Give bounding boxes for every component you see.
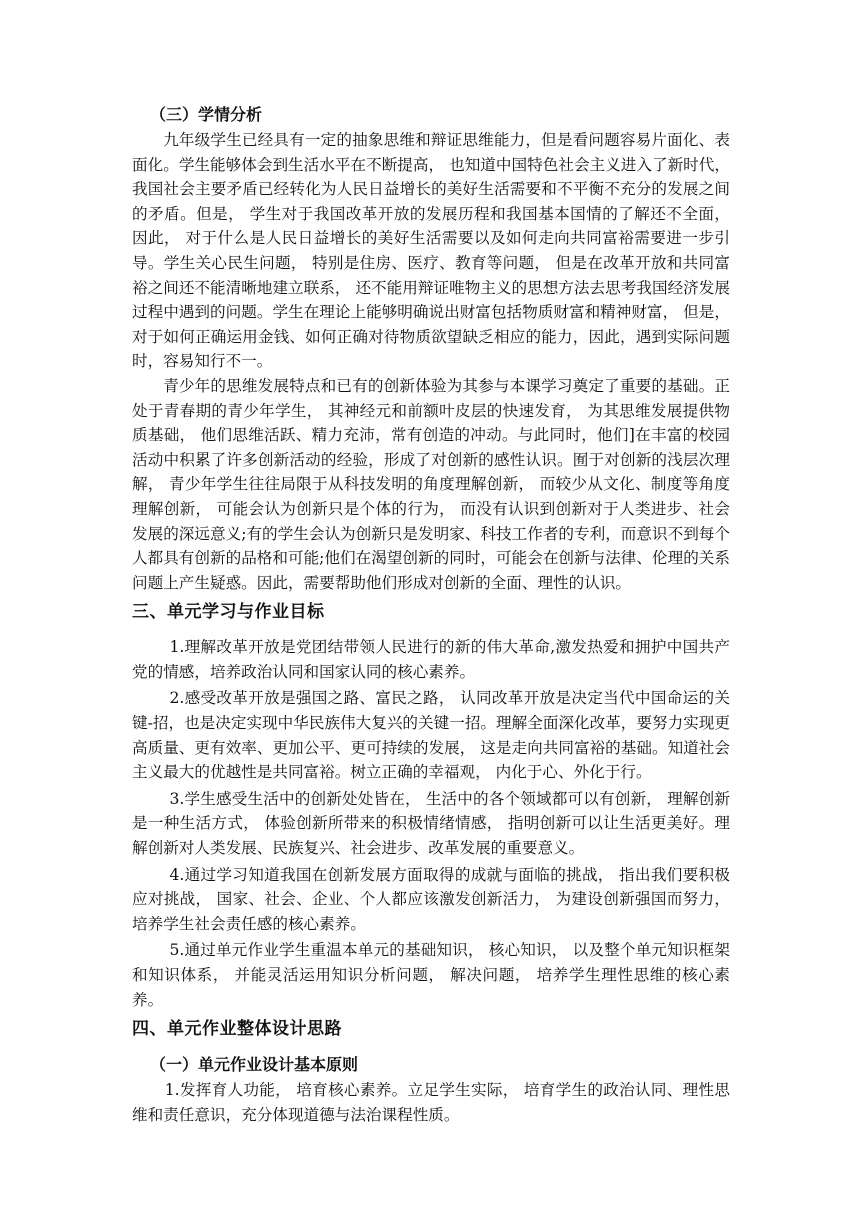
section-heading-design-approach: 四、单元作业整体设计思路 [132, 1019, 342, 1040]
goal-item-1: 1.理解改革开放是党团结带领人民进行的新的伟大革命,激发热爱和拥护中国共产党的情感，培养政治认同和国家认同的核心素养。 [132, 638, 730, 681]
section-heading-learning-analysis: （三）学情分析 [150, 105, 263, 124]
section-subheading-design-principles: （一）单元作业设计基本原则 [150, 1055, 359, 1075]
goal-item-4: 4.通过学习知道我国在创新发展方面取得的成就与面临的挑战， 指出我们要积极应对挑战， 国家、社会、企业、个人都应该激发创新活力， 为建设创新强国而努力，培养学生社会责任感的核心素养。 [132, 865, 730, 933]
section-heading-unit-goals: 三、单元学习与作业目标 [132, 602, 325, 623]
principle-item-1: 1.发挥育人功能， 培育核心素养。立足学生实际， 培育学生的政治认同、理性思维和责任意识，充分体现道德与法治课程性质。 [132, 1081, 730, 1124]
learning-analysis-paragraph-2: 青少年的思维发展特点和已有的创新体验为其参与本课学习奠定了重要的基础。正处于青春期的青少年学生， 其神经元和前额叶皮层的快速发育， 为其思维发展提供物质基础， 他们思维活跃、精力充沛，常有创造的冲动。与此同时，他们]在丰富的校园活动中积累了许多创新活动的经验，形成了对创新的感性认识。囿于对创新的浅层次理解， 青少年学生往往局限于从科技发明的角度理解创新， 而较少从文化、制度等角度理解创新， 可能会认为创新只是个体的行为， 而没有认识到创新对于人类进步、社会发展的深远意义;有的学生会认为创新只是发明家、科技工作者的专利，而意识不到每个人都具有创新的品格和可能;他们在渴望创新的同时，可能会在创新与法律、伦理的关系问题上产生疑惑。因此，需要帮助他们形成对创新的全面、理性的认识。 [132, 376, 730, 592]
learning-analysis-paragraph-1: 九年级学生已经具有一定的抽象思维和辩证思维能力，但是看问题容易片面化、表面化。学生能够体会到生活水平在不断提高， 也知道中国特色社会主义进入了新时代， 我国社会主要矛盾已经转化为人民日益增长的美好生活需要和不平衡不充分的发展之间的矛盾。但是， 学生对于我国改革开放的发展历程和我国基本国情的了解还不全面， 因此， 对于什么是人民日益增长的美好生活需要以及如何走向共同富裕需要进一步引导。学生关心民生问题， 特别是住房、医疗、教育等问题， 但是在改革开放和共同富裕之间还不能清晰地建立联系， 还不能用辩证唯物主义的思想方法去思考我国经济发展过程中遇到的问题。学生在理论上能够明确说出财富包括物质财富和精神财富， 但是， 对于如何正确运用金钱、如何正确对待物质欲望缺乏相应的能力，因此，遇到实际问题时，容易知行不一。 [132, 131, 730, 371]
goal-item-2: 2.感受改革开放是强国之路、富民之路， 认同改革开放是决定当代中国命运的关键-招，也是决定实现中华民族伟大复兴的关键一招。理解全面深化改革，要努力实现更高质量、更有效率、更加公平、更可持续的发展， 这是走向共同富裕的基础。知道社会主义最大的优越性是共同富裕。树立正确的幸福观， 内化于心、外化于行。 [132, 689, 730, 782]
goal-item-5: 5.通过单元作业学生重温本单元的基础知识， 核心知识， 以及整个单元知识框架和知识体系， 并能灵活运用知识分析问题， 解决问题， 培养学生理性思维的核心素养。 [132, 941, 730, 1009]
goal-item-3: 3.学生感受生活中的创新处处皆在， 生活中的各个领域都可以有创新， 理解创新是一种生活方式， 体验创新所带来的积极情绪情感， 指明创新可以让生活更美好。理解创新对人类发展、民族复兴、社会进步、改革发展的重要意义。 [132, 789, 730, 858]
document-body [132, 102, 730, 1127]
